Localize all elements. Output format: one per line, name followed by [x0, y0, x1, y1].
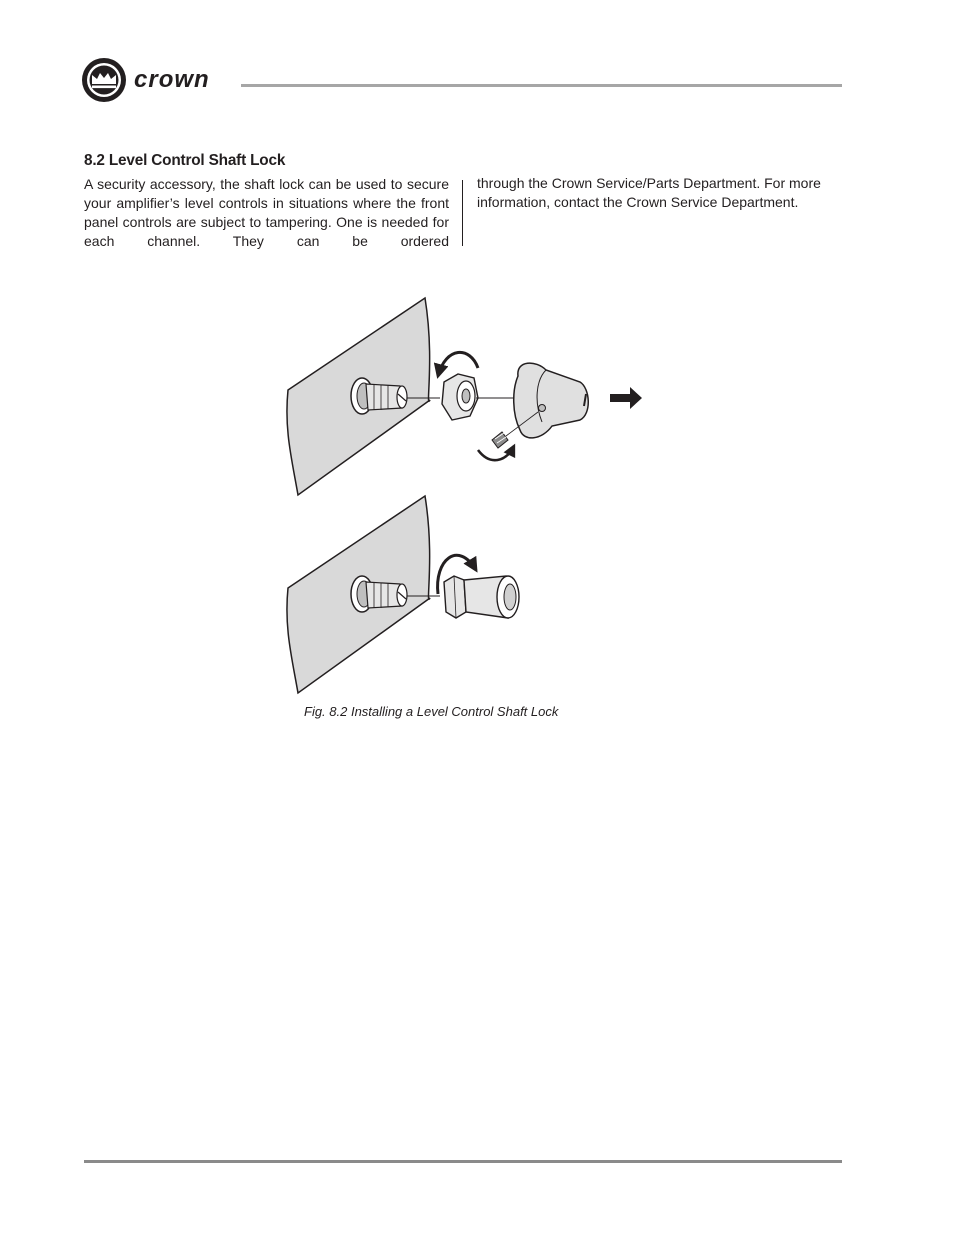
column-divider [462, 180, 463, 246]
body-text-right: through the Crown Service/Parts Department. For more information, contact the Crown Service Department. [477, 175, 821, 210]
footer-rule [84, 1160, 842, 1163]
header-rule [241, 84, 842, 87]
control-knob [514, 363, 589, 438]
shaft-lock [444, 576, 519, 618]
figure-caption: Fig. 8.2 Installing a Level Control Shaft Lock [304, 704, 559, 719]
brand-wordmark: crown [134, 66, 210, 93]
rotate-counterclockwise-arrow-icon [438, 352, 478, 376]
right-arrow-icon [610, 387, 642, 409]
crown-logo-icon [80, 56, 236, 104]
rotate-clockwise-arrow-icon [478, 446, 514, 460]
body-text-left: A security accessory, the shaft lock can be used to secure your amplifier’s level controls in situations where the front panel controls are subject to tampering. One is needed for each channel. They can be ordered [84, 176, 449, 249]
crown-logo [80, 56, 236, 104]
shaft-lock-illustration [280, 290, 660, 702]
section-title: 8.2 Level Control Shaft Lock [84, 152, 286, 169]
hex-nut-top [442, 374, 516, 420]
